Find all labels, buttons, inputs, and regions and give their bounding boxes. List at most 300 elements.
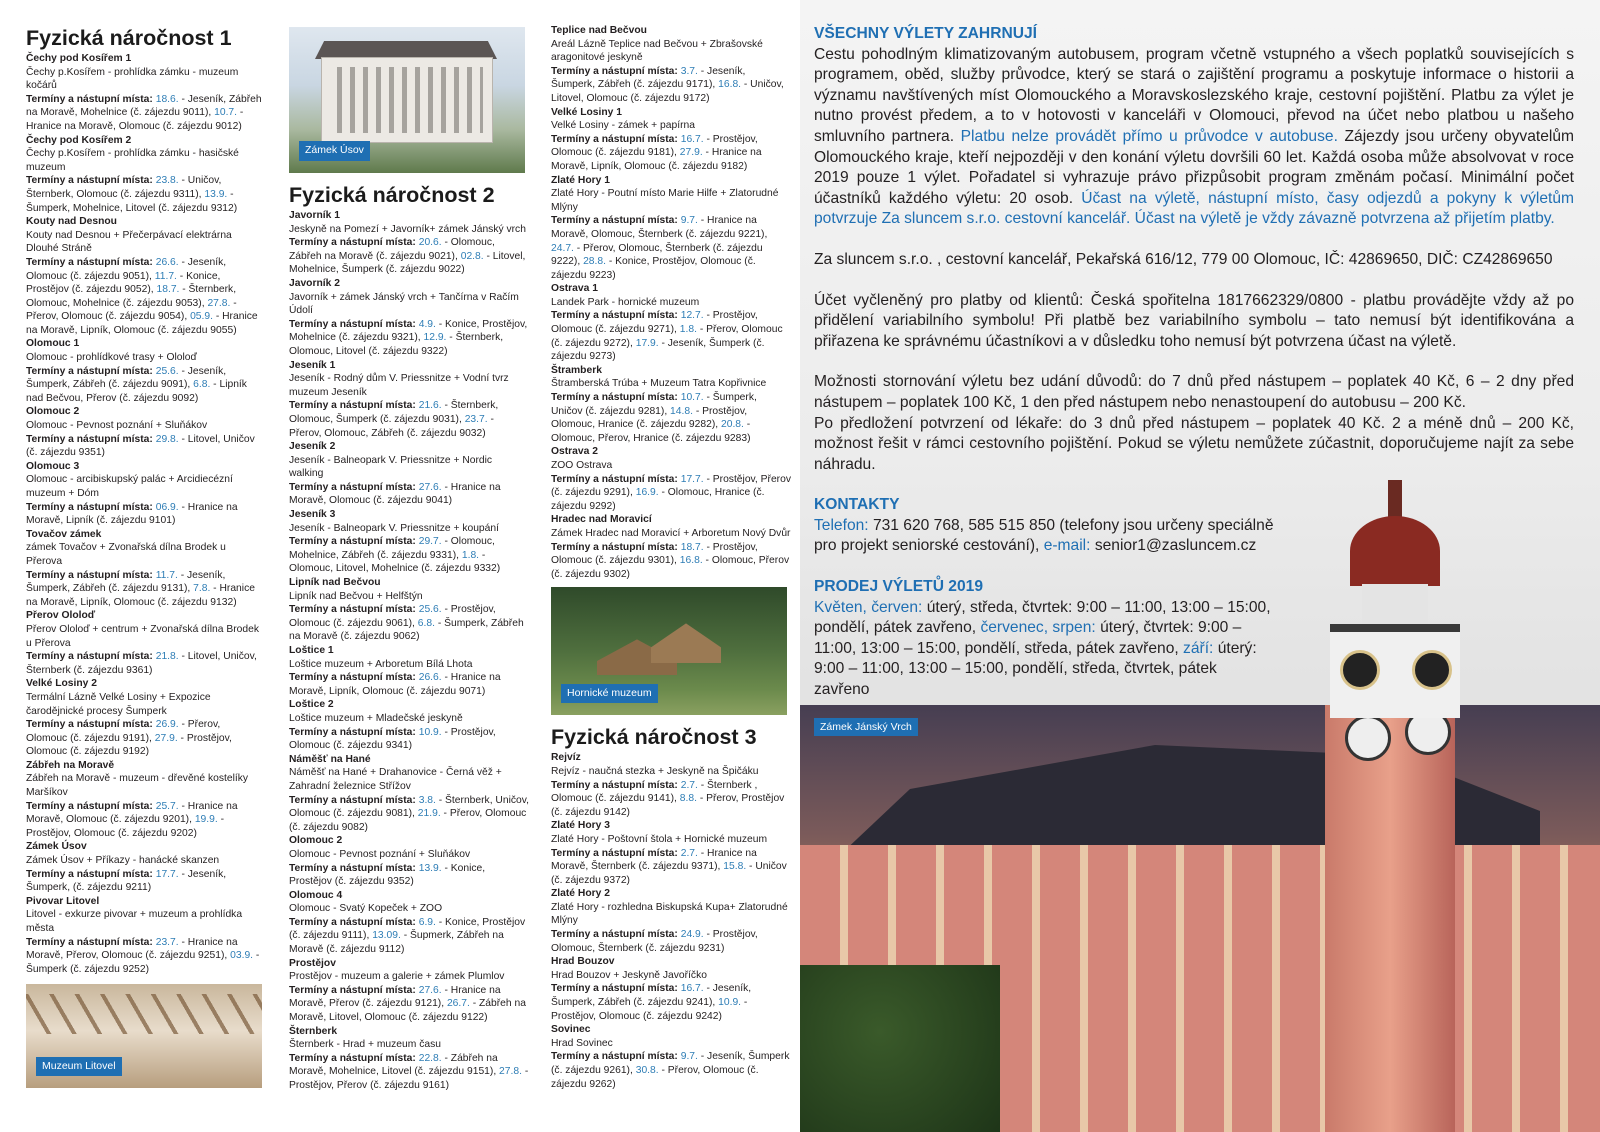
trip-places: - Konice, Prostějov, Olomouc (č. zájezdu 9223) [551, 256, 756, 281]
trip-title: Prostějov [289, 957, 336, 969]
trip-date: 17.7. [680, 473, 704, 485]
trip-title: Olomouc 1 [26, 338, 80, 350]
photo-zamek-jansky-vrch [800, 705, 1600, 1132]
heading-contacts: KONTAKTY [814, 496, 900, 514]
trip-item [551, 174, 791, 283]
trip-date: 29.8. [155, 433, 179, 445]
trip-places: - Jeseník, Šumperk (č. zájezdu 9273) [551, 337, 765, 363]
trip-places: - Přerov, Olomouc (č. zájezdu 9272), [551, 324, 783, 349]
trip-date: 16.8. [679, 555, 703, 567]
info-text [814, 24, 1574, 701]
trip-description: Loštice muzeum + Mladečské jeskyně [289, 712, 463, 724]
trip-places: - Jeseník, Šumperk, (č. zájezdu 9211) [26, 868, 227, 894]
trip-item [26, 677, 262, 759]
photo-art [800, 965, 1000, 1132]
trip-dates [289, 1052, 529, 1093]
trip-date: 24.9. [680, 929, 704, 941]
trip-title: Jeseník 3 [289, 509, 336, 521]
trip-places: - Olomouc, Zábřeh na Moravě (č. zájezdu 9021), [289, 237, 495, 262]
trip-places: - Prostějov, Olomouc (č. zájezdu 9271), [551, 310, 758, 336]
trip-places: - Přerov, Olomouc (č. zájezdu 9054), [26, 297, 237, 323]
text: Cestu pohodlným klimatizovaným autobusem, program včetně vstupného a všech poplatků souvisejících s programem, oběd, služby průvodce, který se stará o zajištění programu a poskytuje informace o historii a významu navštívených míst Olomouckého a Moravskoslezského kraje, cestovní pojištění. Platbu za výlet je nutno provést předem, a to v hotovosti v kanceláři v Olomouci, převod na účet nebo platbou u našeho smluvního partnera. [814, 45, 1574, 145]
dates-label: Termíny a nástupní místa: [551, 215, 678, 227]
trip-item [289, 440, 529, 508]
trip-list-3b [551, 751, 791, 1091]
paragraph-account: Účet vyčleněný pro platby od klientů: Česká spořitelna 1817662329/0800 - platbu provádějte vždy až po přidělení variabilního symbolu! Při platbě bez variabilního symbolu – tato nemusí být identifikována a přiřazena ke správnému účastníkovi a v důsledku toho nemusí být potvrzena účast na výletě. [814, 291, 1574, 350]
trip-title: Sovinec [551, 1024, 591, 1036]
trip-date: 2.7. [680, 779, 698, 791]
trip-title: Čechy pod Kosířem 2 [26, 134, 132, 146]
trip-description: Hrad Bouzov + Jeskyně Javoříčko [551, 969, 707, 981]
trip-places: - Jeseník, Šumperk, Zábřeh (č. zájezdu 9171), [551, 65, 746, 91]
trip-date: 16.8. [718, 79, 742, 91]
trip-date: 21.9. [417, 808, 441, 820]
trip-date: 20.6. [418, 237, 442, 249]
trip-dates [26, 365, 262, 406]
trip-date: 22.8. [418, 1052, 442, 1064]
trip-date: 23.7. [155, 936, 179, 948]
dates-label: Termíny a nástupní místa: [289, 916, 416, 928]
trip-description: Javorník + zámek Jánský vrch + Tančírna v Račím Údolí [289, 291, 519, 317]
trip-description: Náměšť na Hané + Drahanovice - Černá věž + Zahradní železnice Střížov [289, 767, 502, 792]
dates-label: Termíny a nástupní místa: [26, 365, 153, 377]
trip-dates [289, 984, 529, 1025]
trip-places: - Prostějov, Olomouc (č. zájezdu 9341) [289, 726, 496, 752]
trip-item [289, 889, 529, 957]
trip-date: 23.7. [464, 413, 488, 425]
trip-date: 23.8. [155, 175, 179, 187]
trip-dates [551, 309, 791, 363]
photo-caption: Zámek Jánský Vrch [814, 718, 918, 736]
trip-dates [551, 391, 791, 445]
sales-hours [814, 598, 1274, 701]
trip-places: - Šternberk , Olomouc (č. zájezdu 9141), [551, 779, 758, 805]
trip-title: Javorník 1 [289, 210, 340, 221]
trip-title: Zámek Úsov [26, 841, 87, 853]
trip-title: Jeseník 1 [289, 359, 336, 371]
trip-item [551, 513, 791, 581]
trip-description: Čechy p.Kosířem - prohlídka zámku - muzeum kočárů [26, 66, 239, 92]
trip-date: 13.09. [372, 930, 401, 942]
trip-dates [289, 794, 529, 835]
trip-list-1 [26, 52, 262, 976]
trip-date: 15.8. [723, 861, 747, 873]
trip-date: 19.9. [194, 814, 218, 826]
trip-item [551, 364, 791, 446]
dates-label: Termíny a nástupní místa: [289, 794, 416, 806]
trip-item [289, 644, 529, 698]
trip-title: Hrad Bouzov [551, 956, 615, 968]
trip-dates [289, 603, 529, 644]
trip-date: 06.9. [155, 501, 179, 513]
trip-places: - Šumperk, Zábřeh na Moravě (č. zájezdu 9062) [289, 617, 524, 643]
trip-description: Zábřeh na Moravě - muzeum - dřevěné kostelíky Maršíkov [26, 773, 249, 799]
trip-date: 26.9. [155, 719, 179, 731]
trip-places: - Šternberk, Olomouc, Mohelnice (č. zájezdu 9053), [26, 284, 237, 309]
dates-label: Termíny a nástupní místa: [289, 481, 416, 493]
trip-item [289, 209, 529, 277]
trip-dates [289, 862, 529, 889]
trip-date: 18.6. [155, 93, 179, 105]
sales-label: Květen, červen: [814, 598, 923, 616]
trip-places: - Jeseník, Olomouc (č. zájezdu 9051), [26, 256, 227, 282]
trip-date: 27.9. [679, 147, 703, 159]
trip-title: Rejvíz [551, 752, 581, 764]
column-3 [551, 24, 791, 1091]
trip-places: - Přerov, Prostějov (č. zájezdu 9142) [551, 793, 785, 818]
trip-places: - Hranice na Moravě, Olomouc, Šternberk (č. zájezdu 9221), [551, 215, 768, 240]
trip-title: Loštice 2 [289, 699, 334, 711]
trip-item [26, 52, 262, 134]
trip-item [26, 609, 262, 677]
trip-dates [26, 868, 262, 895]
trip-dates [551, 982, 791, 1023]
trip-date: 17.7. [155, 868, 179, 880]
photo-caption: Hornické muzeum [561, 684, 658, 704]
trip-places: - Hranice na Moravě, Lipník, Olomouc (č. zájezdu 9071) [289, 672, 501, 697]
trip-places: - Prostějov, Olomouc (č. zájezdu 9181), [551, 133, 758, 159]
photo-art [329, 67, 483, 133]
dates-label: Termíny a nástupní místa: [289, 237, 416, 249]
phone-numbers: 731 620 768, 585 515 850 (telefony jsou určeny speciálně pro projekt seniorské cestování), [814, 516, 1274, 555]
trip-places: - Olomouc, Přerov (č. zájezdu 9302) [551, 555, 790, 580]
photo-art [651, 623, 721, 663]
trip-item [26, 895, 262, 977]
trip-item [26, 134, 262, 216]
trip-places: - Šternberk, Olomouc, Šumperk (č. zájezdu 9031), [289, 400, 499, 425]
dates-label: Termíny a nástupní místa: [26, 256, 153, 268]
trip-item [551, 751, 791, 819]
dates-label: Termíny a nástupní místa: [289, 604, 416, 616]
trip-date: 13.9. [204, 188, 228, 200]
trip-places: - Hranice na Moravě, Lipník (č. zájezdu 9101) [26, 501, 238, 527]
trip-date: 8.8. [679, 793, 697, 805]
trip-places: - Zábřeh na Moravě, Litovel, Olomouc (č. zájezdu 9122) [289, 998, 526, 1024]
trip-places: - Prostějov, Přerov (č. zájezdu 9161) [289, 1066, 529, 1091]
trip-item [289, 1025, 529, 1093]
dates-label: Termíny a nástupní místa: [26, 175, 153, 187]
trip-title: Šternberk [289, 1025, 338, 1037]
trip-description: Jeseník - Balneopark V. Priessnitze + koupání [289, 522, 499, 534]
trip-places: - Prostějov, Olomouc (č. zájezdu 9061), [289, 604, 496, 629]
contacts-block [814, 495, 1274, 700]
trip-dates [289, 236, 529, 277]
trip-places: - Litovel, Mohelnice, Šumperk (č. zájezdu 9022) [289, 250, 526, 276]
trip-list-2 [289, 209, 529, 1093]
trip-date: 27.8. [499, 1066, 522, 1078]
trip-title: Velké Losiny 2 [26, 678, 97, 690]
text-highlight: Platbu nelze provádět přímo u průvodce v autobuse. [960, 127, 1338, 145]
trip-date: 3.7. [680, 65, 698, 77]
dates-label: Termíny a nástupní místa: [289, 862, 416, 874]
trip-places: - Přerov, Olomouc, Zábřeh (č. zájezdu 9032) [289, 413, 494, 439]
trip-title: Javorník 2 [289, 277, 340, 289]
trip-date: 9.7. [680, 1051, 698, 1063]
trip-places: - Hranice na Moravě, Šternberk (č. zájezdu 9371), [551, 847, 757, 873]
trip-description: Loštice muzeum + Arboretum Bílá Lhota [289, 658, 473, 670]
trip-list-3a [551, 24, 791, 581]
trip-description: Štramberská Trúba + Muzeum Tatra Kopřivnice [551, 378, 767, 390]
paragraph-company: Za sluncem s.r.o. , cestovní kancelář, Pekařská 616/12, 779 00 Olomouc, IČ: 42869650, DIČ: CZ42869650 [814, 250, 1553, 268]
trip-places: - Prostějov, Olomouc (č. zájezdu 9192) [26, 732, 232, 758]
dates-label: Termíny a nástupní místa: [551, 541, 678, 553]
trip-item [289, 508, 529, 576]
dates-label: Termíny a nástupní místa: [551, 983, 678, 995]
trip-places: - Hranice na Moravě, Olomouc (č. zájezdu 9012) [26, 107, 244, 132]
trip-date: 02.8. [460, 250, 484, 262]
trip-date: 26.6. [418, 672, 442, 684]
trip-dates [551, 65, 791, 106]
trip-item [289, 277, 529, 359]
trip-description: Olomouc - prohlídkové trasy + Ololoď [26, 352, 197, 364]
trip-places: - Konice, Prostějov, Mohelnice (č. zájezdu 9321), [289, 318, 528, 344]
trip-places: - Šumperk, Uničov (č. zájezdu 9281), [551, 392, 757, 417]
paragraph-storno: Možnosti stornování výletu bez udání důvodů: do 7 dnů před nástupem – poplatek 40 Kč, 6 – 2 dny před nástupem – poplatek 100 Kč, 1 den před nástupem nebo nenastoupení do autobusu – 200 Kč. [814, 373, 1574, 411]
trip-description: Zlaté Hory - rozhledna Biskupská Kupa+ Zlatorudné Mlýny [551, 901, 788, 927]
trip-date: 26.7. [446, 998, 470, 1010]
trip-date: 10.9. [718, 997, 742, 1009]
dates-label: Termíny a nástupní místa: [289, 536, 416, 548]
trip-date: 27.9. [154, 732, 178, 744]
trip-places: - Konice, Prostějov (č. zájezdu 9052), [26, 270, 221, 296]
email-link[interactable]: senior1@zasluncem.cz [1090, 537, 1257, 555]
trip-dates [551, 133, 791, 174]
trip-title: Pivovar Litovel [26, 895, 100, 907]
trip-date: 12.7. [680, 310, 704, 322]
trip-description: Zámek Úsov + Příkazy - hanácké skanzen [26, 855, 220, 867]
trip-date: 14.8. [670, 405, 693, 417]
sales-text: úterý, středa, čtvrtek: 9:00 – 11:00, 13:00 – 15:00, pondělí, pátek zavřeno, [814, 598, 1271, 637]
dates-label: Termíny a nástupní místa: [551, 847, 678, 859]
trip-dates [551, 541, 791, 582]
trip-item [551, 282, 791, 364]
trip-item [289, 834, 529, 888]
paragraph-includes [814, 45, 1574, 230]
sales-text: úterý: 9:00 – 11:00, 13:00 – 15:00, pondělí, středa, čtvrtek, pátek zavřeno [814, 639, 1257, 699]
photo-hornicke-muzeum [551, 587, 787, 715]
trip-date: 27.6. [418, 984, 442, 996]
trip-places: - Jeseník, Šumperk, Zábřeh (č. zájezdu 9241), [551, 983, 752, 1009]
dates-label: Termíny a nástupní místa: [289, 984, 416, 996]
trip-places: - Šumperk (č. zájezdu 9252) [26, 950, 260, 975]
trip-description: Zlaté Hory - Poutní místo Marie Hilfe + Zlatorudné Mlýny [551, 188, 779, 213]
trip-item [551, 819, 791, 887]
trip-places: - Hranice na Moravě, Olomouc (č. zájezdu 9201), [26, 800, 238, 826]
dates-label: Termíny a nástupní místa: [26, 719, 153, 731]
trip-date: 3.8. [418, 794, 436, 806]
trip-item [551, 1023, 791, 1091]
trip-places: - Prostějov, Olomouc, Hranice (č. zájezdu 9282), [551, 405, 748, 431]
trip-title: Hradec nad Moravicí [551, 514, 652, 526]
trip-item [551, 955, 791, 1023]
dates-label: Termíny a nástupní místa: [551, 473, 678, 485]
trip-places: - Přerov, Olomouc (č. zájezdu 9262) [551, 1065, 759, 1090]
trip-dates [289, 481, 529, 508]
trip-description: Termální Lázně Velké Losiny + Expozice čarodějnické procesy Šumperk [26, 691, 211, 717]
trip-date: 4.9. [418, 318, 436, 330]
trip-description: Olomouc - Pevnost poznání + Sluňákov [289, 848, 471, 860]
trip-item [26, 840, 262, 894]
trip-places: - Přerov, Olomouc, Šternberk (č. zájezdu 9222), [551, 242, 763, 268]
trip-description: Jeseník - Balneopark V. Priessnitze + Nordic walking [289, 454, 493, 480]
trip-date: 28.8. [583, 256, 606, 268]
trip-dates [26, 433, 262, 460]
trip-date: 18.7. [680, 541, 704, 553]
paragraph-doctor: Po předložení potvrzení od lékaře: do 3 dnů před nástupem – poplatek 40 Kč. 2 a méně dnů – 200 Kč, možnost řešit v rámci cestovního pojištění. Pokud se výletu nemůžete zúčastnit, doporučujeme najít za sebe náhradu. [814, 414, 1574, 473]
trip-title: Olomouc 2 [289, 835, 343, 847]
phone-label: Telefon: [814, 516, 869, 534]
dates-label: Termíny a nástupní místa: [26, 868, 153, 880]
trip-date: 25.6. [155, 365, 179, 377]
trip-title: Olomouc 2 [26, 406, 80, 418]
trip-places: - Jeseník, Šumperk, Zábřeh (č. zájezdu 9131), [26, 569, 226, 595]
column-2 [289, 24, 529, 1093]
trip-item [551, 887, 791, 955]
trip-dates [551, 779, 791, 820]
trip-places: - Jeseník, Šumperk, Zábřeh (č. zájezdu 9091), [26, 365, 227, 391]
trip-places: - Šumperk, Mohelnice, Litovel (č. zájezdu 9312) [26, 188, 238, 214]
dates-label: Termíny a nástupní místa: [26, 93, 153, 105]
trip-dates [551, 473, 791, 514]
trip-dates [289, 916, 529, 957]
trip-date: 6.8. [193, 379, 211, 391]
dates-label: Termíny a nástupní místa: [26, 651, 153, 663]
dates-label: Termíny a nástupní místa: [26, 936, 153, 948]
text-highlight: Účast na výletě, nástupní místo, časy odjezdů a pokyny k výletům potvrzuje Za sluncem s.r.o. cestovní kancelář. Účast na výletě je vždy závazně potvrzena až přijetím platby. [814, 189, 1574, 228]
trip-date: 21.6. [418, 400, 442, 412]
trip-title: Zlaté Hory 2 [551, 888, 610, 900]
trip-places: - Hranice na Moravě, Lipník, Olomouc (č. zájezdu 9182) [551, 147, 762, 172]
trip-description: Lipník nad Bečvou + Helfštýn [289, 590, 423, 602]
trip-date: 13.9. [418, 862, 442, 874]
trip-places: - Olomouc, Mohelnice, Zábřeh (č. zájezdu 9331), [289, 536, 495, 561]
trip-places: - Šupmerk, Zábřeh na Moravě (č. zájezdu 9112) [289, 930, 504, 956]
trip-places: - Olomouc, Litovel, Mohelnice (č. zájezdu 9332) [289, 549, 501, 575]
trip-date: 7.8. [193, 583, 211, 595]
heading-includes: VŠECHNY VÝLETY ZAHRNUJÍ [814, 25, 1037, 42]
trip-item [289, 359, 529, 441]
trip-places: - Lipník nad Bečvou, Přerov (č. zájezdu 9092) [26, 379, 247, 404]
trip-dates [551, 214, 791, 282]
trip-date: 29.7. [418, 536, 442, 548]
dates-label: Termíny a nástupní místa: [551, 310, 678, 322]
trip-description: Jeseník - Rodný dům V. Priessnitze + Vodní tvrz muzeum Jeseník [289, 373, 509, 398]
trip-places: - Hranice na Moravě, Přerov, Olomouc (č. zájezdu 9251), [26, 936, 238, 962]
trip-title: Loštice 1 [289, 645, 334, 656]
contacts-text [814, 516, 1274, 557]
trip-date: 16.7. [680, 983, 704, 995]
trip-title: Olomouc 3 [26, 460, 80, 472]
trip-item [551, 445, 791, 513]
trip-description: Landek Park - hornické muzeum [551, 296, 700, 308]
trip-description: Rejvíz - naučná stezka + Jeskyně na Špičáku [551, 765, 759, 777]
trip-date: 03.9. [230, 950, 254, 962]
trip-dates [289, 726, 529, 753]
trip-description: Jeskyně na Pomezí + Javorník+ zámek Jánský vrch [289, 223, 526, 235]
trip-places: - Prostějov, Přerov (č. zájezdu 9291), [551, 473, 791, 499]
trip-places: - Hranice na Moravě, Lipník, Olomouc (č. zájezdu 9055) [26, 311, 258, 336]
trip-title: Lipník nad Bečvou [289, 577, 381, 589]
trip-places: - Jeseník, Zábřeh na Moravě, Mohelnice (č. zájezdu 9011), [26, 93, 262, 119]
trip-dates [289, 671, 529, 698]
trip-date: 18.7. [156, 284, 180, 296]
trip-date: 9.7. [680, 215, 698, 227]
trip-dates [551, 1050, 791, 1091]
trip-description: Zámek Hradec nad Moravicí + Arboretum Nový Dvůr [551, 527, 791, 539]
trip-title: Olomouc 4 [289, 889, 343, 901]
trip-item [26, 337, 262, 405]
trip-places: - Prostějov, Olomouc, Šternberk (č. zájezdu 9231) [551, 929, 758, 954]
trip-description: Čechy p.Kosířem - prohlídka zámku - hasičské muzeum [26, 148, 239, 173]
trip-item [26, 759, 262, 841]
email-label: e-mail: [1043, 537, 1091, 555]
trip-places: - Litovel, Uničov, Šternberk (č. zájezdu 9361) [26, 651, 257, 676]
trip-item [289, 753, 529, 835]
dates-label: Termíny a nástupní místa: [551, 929, 678, 941]
trip-item [551, 24, 791, 106]
sales-text: úterý, čtvrtek: 9:00 – 11:00, 13:00 – 15:00, pondělí, středa, pátek zavřeno, [814, 619, 1242, 657]
dates-label: Termíny a nástupní místa: [551, 65, 678, 77]
trip-date: 1.8. [461, 549, 480, 561]
dates-label: Termíny a nástupní místa: [551, 133, 678, 145]
trip-date: 05.9. [190, 311, 213, 323]
dates-label: Termíny a nástupní místa: [26, 501, 153, 513]
trip-title: Jeseník 2 [289, 441, 336, 453]
trip-item [289, 957, 529, 1025]
trip-date: 10.9. [418, 726, 442, 738]
trip-places: - Konice, Prostějov (č. zájezdu 9352) [289, 862, 486, 888]
trip-title: Zlaté Hory 3 [551, 820, 610, 832]
trip-places: - Prostějov, Olomouc (č. zájezdu 9202) [26, 814, 225, 839]
trip-dates [289, 399, 529, 440]
trip-places: - Litovel, Uničov (č. zájezdu 9351) [26, 433, 255, 459]
photo-muzeum-litovel [26, 984, 262, 1088]
trip-dates [26, 718, 262, 759]
trip-title: Tovačov zámek [26, 528, 102, 540]
trip-item [551, 106, 791, 174]
trip-title: Štramberk [551, 364, 602, 376]
trip-item [26, 528, 262, 610]
trip-date: 27.6. [418, 481, 442, 493]
trip-dates [289, 535, 529, 576]
trip-date: 6.8. [417, 617, 435, 629]
trip-title: Kouty nad Desnou [26, 216, 117, 228]
photo-art [1325, 705, 1455, 1132]
trip-places: - Hranice na Moravě, Přerov (č. zájezdu 9121), [289, 984, 501, 1010]
trip-dates [26, 650, 262, 677]
dates-label: Termíny a nástupní místa: [551, 392, 678, 404]
trip-places: - Zábřeh na Moravě, Mohelnice, Litovel (č. zájezdu 9151), [289, 1052, 500, 1078]
dates-label: Termíny a nástupní místa: [26, 800, 153, 812]
dates-label: Termíny a nástupní místa: [551, 1051, 678, 1063]
trip-dates [26, 501, 262, 528]
trip-date: 17.9. [635, 337, 659, 349]
trip-date: 20.8. [720, 419, 744, 431]
heading-sales: PRODEJ VÝLETŮ 2019 [814, 578, 983, 596]
trip-date: 1.8. [679, 324, 697, 336]
photo-zamek-usov [289, 27, 525, 173]
trip-title: Ostrava 2 [551, 446, 598, 458]
trip-description: Šternberk - Hrad + muzeum času [289, 1039, 441, 1051]
trip-date: 25.7. [155, 800, 179, 812]
trip-dates [551, 847, 791, 888]
dates-label: Termíny a nástupní místa: [26, 569, 153, 581]
trip-date: 11.7. [154, 270, 177, 282]
dates-label: Termíny a nástupní místa: [289, 318, 416, 330]
trip-description: Kouty nad Desnou + Přečerpávací elektrárna Dlouhé Stráně [26, 229, 232, 255]
section-title-2: Fyzická náročnost 2 [289, 183, 495, 207]
trip-title: Ostrava 1 [551, 283, 598, 295]
